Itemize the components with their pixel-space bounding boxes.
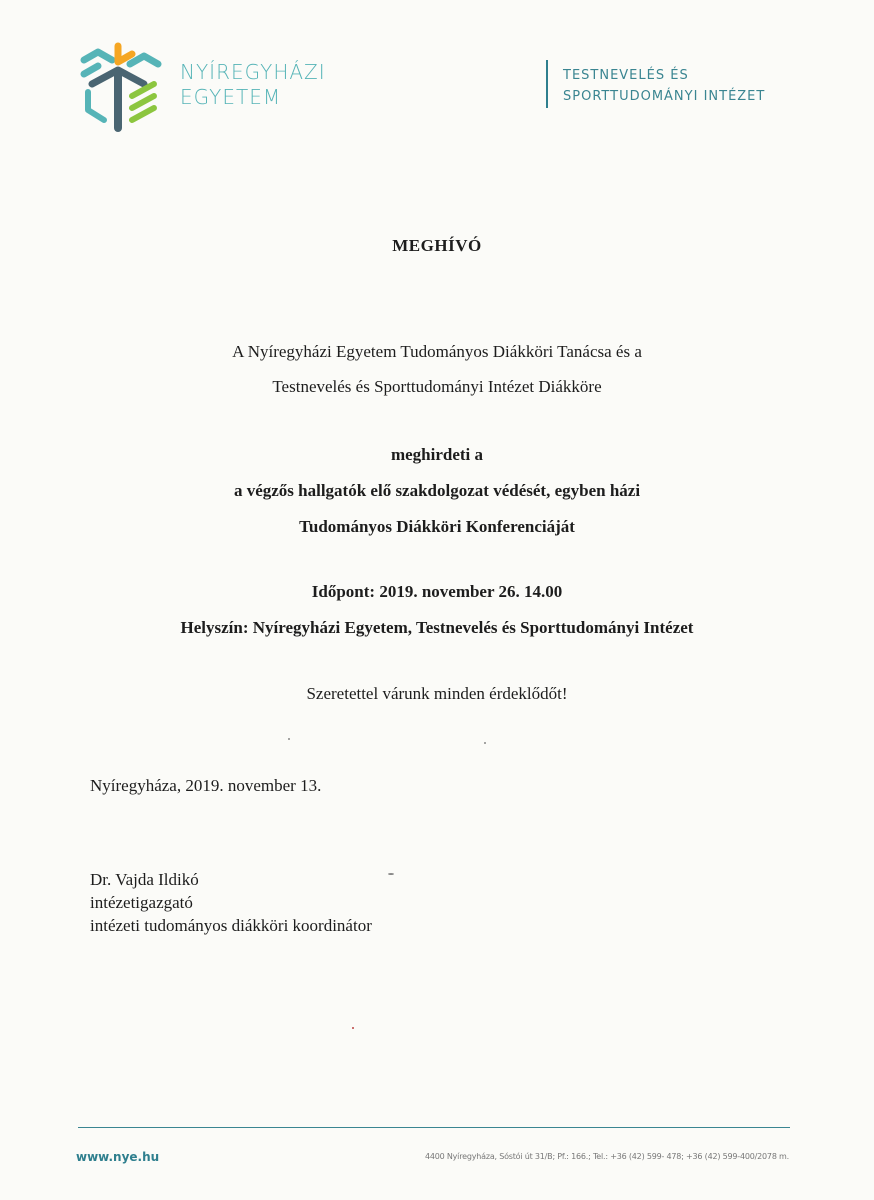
footer-address: 4400 Nyíregyháza, Sóstói út 31/B; Pf.: 166.; Tel.: +36 (42) 599- 478; +36 (42) 599-400/2078 m. [424,1152,789,1161]
welcome-text: Szeretettel várunk minden érdeklődőt! [306,684,568,703]
institute-name-line2: SPORTTUDOMÁNYI INTÉZET [563,89,766,104]
signatory-role: intézeti tudományos diákköri koordinátor [90,916,372,935]
event-location: Helyszín: Nyíregyházi Egyetem, Testnevelés és Sporttudományi Intézet [180,618,694,637]
announcement-line: a végzős hallgatók elő szakdolgozat védését, egyben házi [233,481,641,500]
signatory-role: intézetigazgató [90,893,193,912]
intro-paragraph [0,341,874,398]
scan-speck [352,1027,354,1029]
place-date [90,775,321,797]
intro-line: A Nyíregyházi Egyetem Tudományos Diákköri Tanácsa és a [232,342,642,361]
announcement [0,444,874,538]
signatory-name: Dr. Vajda Ildikó [90,870,199,889]
announcement-line: Tudományos Diákköri Konferenciáját [299,517,575,536]
university-logo-icon [78,40,164,132]
scan-speck [388,873,394,875]
university-name-line2: EGYETEM [180,85,282,109]
document-title: MEGHÍVÓ [392,236,482,255]
event-details [0,581,874,639]
scan-speck [288,738,290,740]
university-name [180,60,326,110]
footer-divider [78,1127,790,1128]
event-time: Időpont: 2019. november 26. 14.00 [311,582,563,601]
footer-website: www.nye.hu [76,1150,160,1164]
intro-line: Testnevelés és Sporttudományi Intézet Diákköre [272,377,602,396]
signature-block [90,868,372,937]
institute-name-line1: TESTNEVELÉS ÉS [563,68,689,83]
institute-divider [546,60,548,108]
university-name-line1: NYÍREGYHÁZI [180,60,326,84]
place-date-text: Nyíregyháza, 2019. november 13. [90,776,322,795]
scan-speck [484,742,486,744]
welcome-line [0,683,874,705]
announcement-line: meghirdeti a [390,445,484,464]
institute-name [563,65,765,107]
